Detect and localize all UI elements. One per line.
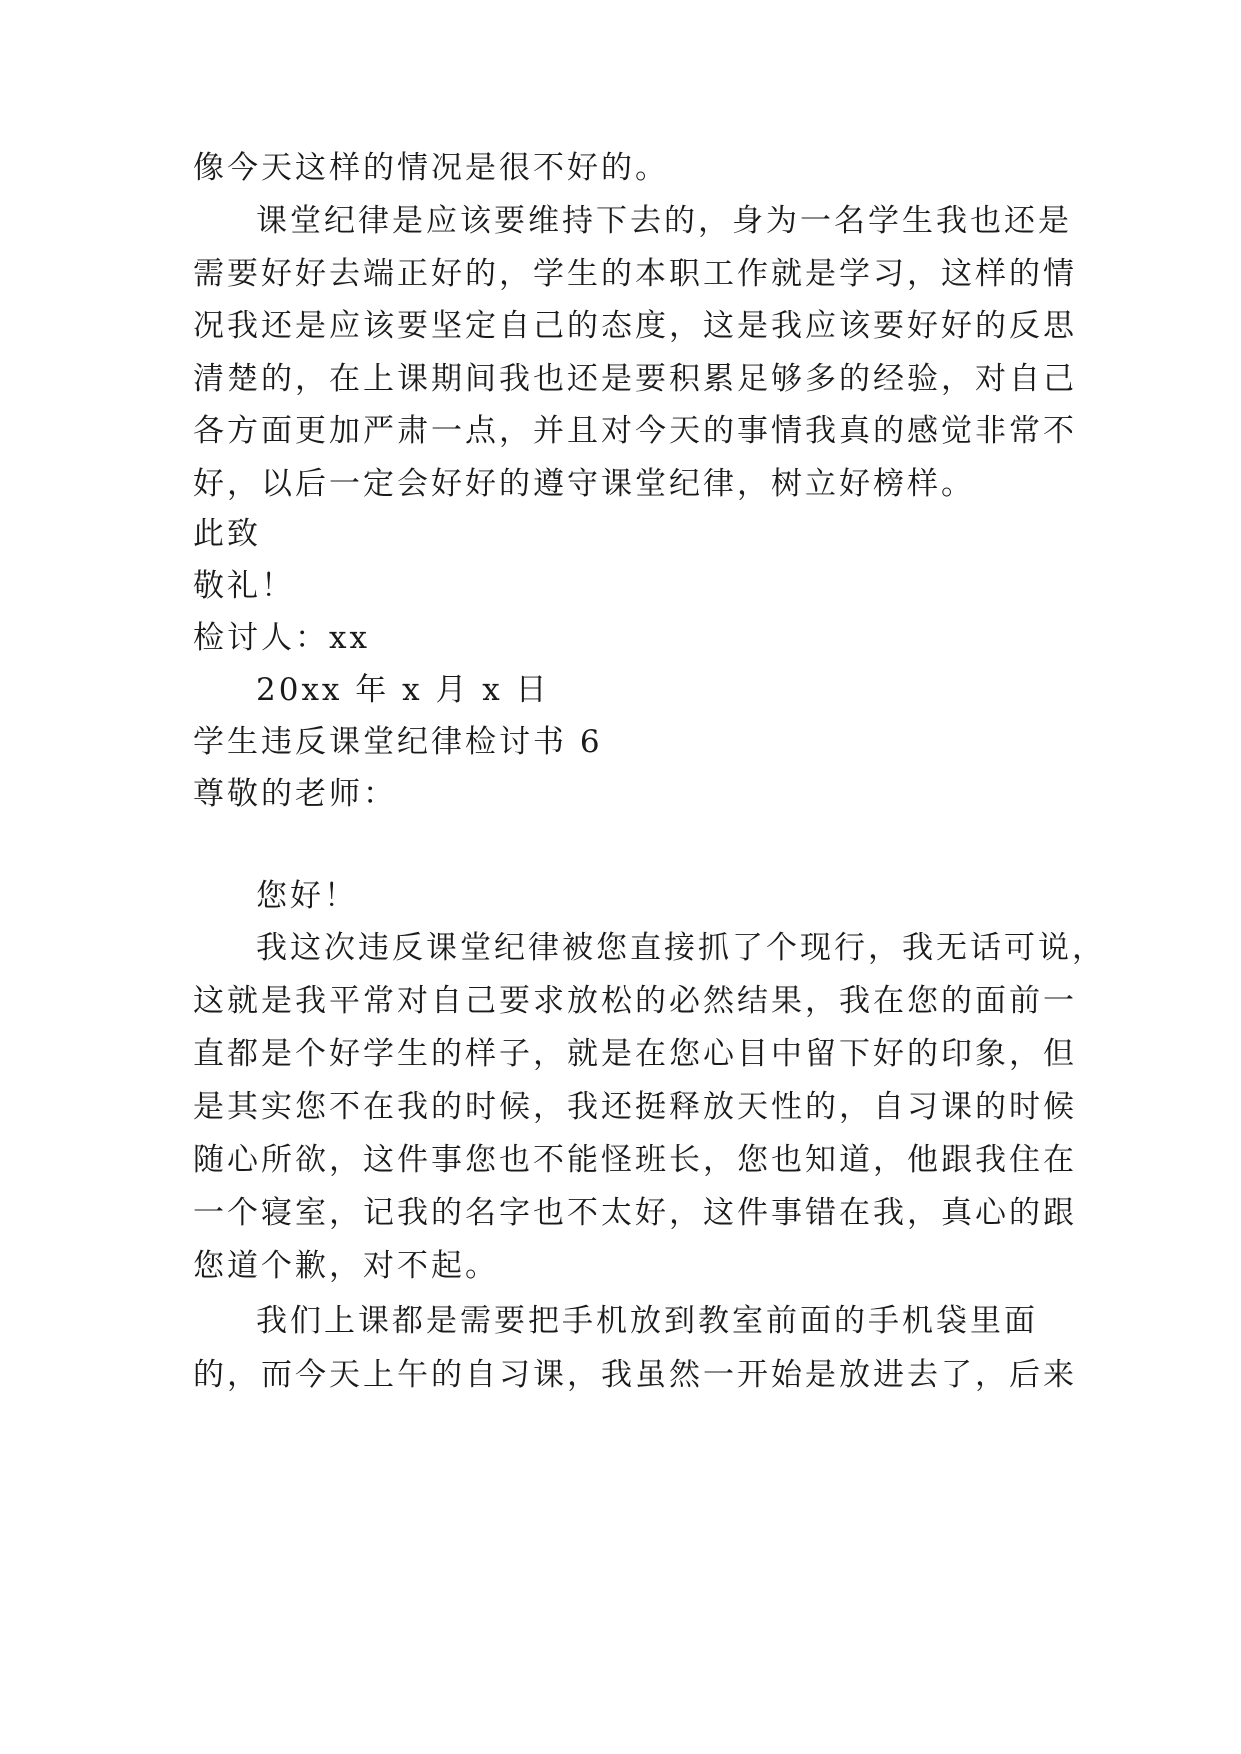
body-line: 是其实您不在我的时候，我还挺释放天性的，自习课的时候 — [193, 1089, 1077, 1125]
body-line: 这就是我平常对自己要求放松的必然结果，我在您的面前一 — [193, 983, 1077, 1019]
body-line: 需要好好去端正好的，学生的本职工作就是学习，这样的情 — [193, 256, 1077, 292]
greeting: 您好！ — [256, 878, 358, 914]
body-line: 直都是个好学生的样子，就是在您心目中留下好的印象，但 — [193, 1036, 1077, 1072]
body-line: 好，以后一定会好好的遵守课堂纪律，树立好榜样。 — [193, 466, 975, 502]
closing-regards: 敬礼！ — [193, 568, 295, 604]
body-line: 清楚的，在上课期间我也还是要积累足够多的经验，对自己 — [193, 361, 1077, 397]
greeting-recipient: 尊敬的老师： — [193, 776, 397, 812]
signature-name: 检讨人：xx — [193, 620, 370, 656]
closing-salutation: 此致 — [193, 516, 261, 552]
body-line: 随心所欲，这件事您也不能怪班长，您也知道，他跟我住在 — [193, 1142, 1077, 1178]
body-line: 您道个歉，对不起。 — [193, 1248, 499, 1284]
paragraph-first-line: 我这次违反课堂纪律被您直接抓了个现行，我无话可说， — [256, 930, 1106, 966]
body-line: 像今天这样的情况是很不好的。 — [193, 150, 669, 186]
paragraph-first-line: 课堂纪律是应该要维持下去的，身为一名学生我也还是 — [256, 203, 1072, 239]
signature-date: 20xx 年 x 月 x 日 — [256, 672, 550, 708]
body-line: 的，而今天上午的自习课，我虽然一开始是放进去了，后来 — [193, 1357, 1077, 1393]
body-line: 一个寝室，记我的名字也不太好，这件事错在我，真心的跟 — [193, 1195, 1077, 1231]
body-line: 况我还是应该要坚定自己的态度，这是我应该要好好的反思 — [193, 308, 1077, 344]
section-title: 学生违反课堂纪律检讨书 6 — [193, 724, 603, 760]
paragraph-first-line: 我们上课都是需要把手机放到教室前面的手机袋里面 — [256, 1303, 1038, 1339]
body-line: 各方面更加严肃一点，并且对今天的事情我真的感觉非常不 — [193, 413, 1077, 449]
